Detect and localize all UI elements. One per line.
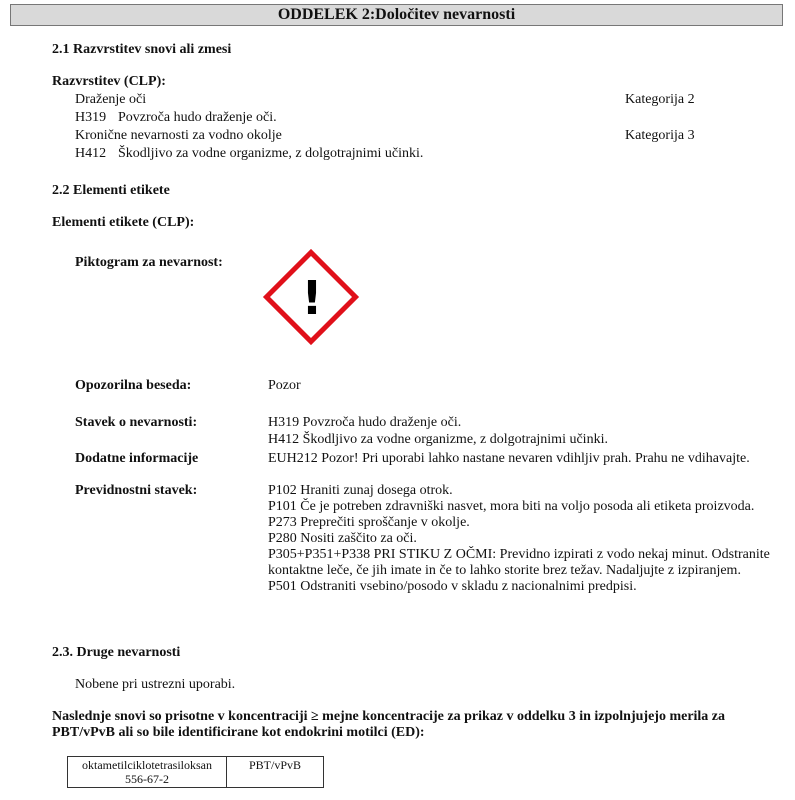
hazard-statement-label: Stavek o nevarnosti: [75, 415, 198, 430]
substance-name: oktametilciklotetrasiloksan [82, 758, 212, 772]
precautionary-line: P101 Če je potreben zdravniški nasvet, mora biti na voljo posoda ali etiketa proizvoda. [268, 499, 755, 514]
pbt-note-line: PBT/vPvB ali so bile identificirane kot endokrini motilci (ED): [52, 725, 425, 740]
heading-2-1: 2.1 Razvrstitev snovi ali zmesi [52, 42, 232, 57]
other-hazards-text: Nobene pri ustrezni uporabi. [75, 677, 236, 692]
precautionary-line: P501 Odstraniti vsebino/posodo v skladu z nacionalnimi predpisi. [268, 579, 637, 594]
signal-word-label: Opozorilna beseda: [75, 378, 192, 393]
precautionary-line: P102 Hraniti zunaj dosega otrok. [268, 483, 453, 498]
table-row [68, 757, 324, 788]
pbt-substance-table [67, 756, 324, 788]
clp-classification-heading: Razvrstitev (CLP): [52, 74, 166, 89]
pictogram-label: Piktogram za nevarnost: [75, 255, 223, 270]
hazard-category-aquatic: Kategorija 3 [625, 128, 695, 143]
hazard-statement-line: H412 Škodljivo za vodne organizme, z dolgotrajnimi učinki. [268, 432, 608, 447]
label-elements-heading: Elementi etikete (CLP): [52, 215, 195, 230]
precautionary-line: P273 Preprečiti sproščanje v okolje. [268, 515, 470, 530]
hazard-class-eye: Draženje oči [75, 92, 147, 107]
precautionary-label: Previdnostni stavek: [75, 483, 198, 498]
hazard-class-aquatic: Kronične nevarnosti za vodno okolje [75, 128, 282, 143]
precautionary-line: P280 Nositi zaščito za oči. [268, 531, 417, 546]
additional-info-label: Dodatne informacije [75, 451, 199, 466]
criterion-cell: PBT/vPvB [227, 757, 324, 788]
additional-info-value: EUH212 Pozor! Pri uporabi lahko nastane nevaren vdihljiv prah. Prahu ne vdihavajte. [268, 451, 750, 466]
hazard-code-h319: H319 [75, 110, 107, 125]
precautionary-line: kontaktne leče, če jih imate in če to lahko storite brez težav. Nadaljujte z izpiranjem. [268, 563, 741, 578]
precautionary-line: P305+P351+P338 PRI STIKU Z OČMI: Previdno izpirati z vodo nekaj minut. Odstranite [268, 547, 770, 562]
exclamation-icon: ! [301, 271, 323, 325]
pbt-note-line: Naslednje snovi so prisotne v koncentraciji ≥ mejne koncentracije za prikaz v oddelku 3 in izpolnjujejo merila za [52, 709, 726, 724]
substance-cas: 556-67-2 [125, 772, 169, 786]
hazard-text-h319: Povzroča hudo draženje oči. [118, 110, 277, 125]
substance-cell [68, 757, 227, 788]
hazard-text-h412: Škodljivo za vodne organizme, z dolgotrajnimi učinki. [118, 146, 424, 161]
heading-2-2: 2.2 Elementi etikete [52, 183, 170, 198]
heading-2-3: 2.3. Druge nevarnosti [52, 645, 181, 660]
signal-word-value: Pozor [268, 378, 301, 393]
section-title: ODDELEK 2:Določitev nevarnosti [10, 4, 783, 26]
hazard-category-eye: Kategorija 2 [625, 92, 695, 107]
hazard-statement-line: H319 Povzroča hudo draženje oči. [268, 415, 462, 430]
hazard-code-h412: H412 [75, 146, 107, 161]
